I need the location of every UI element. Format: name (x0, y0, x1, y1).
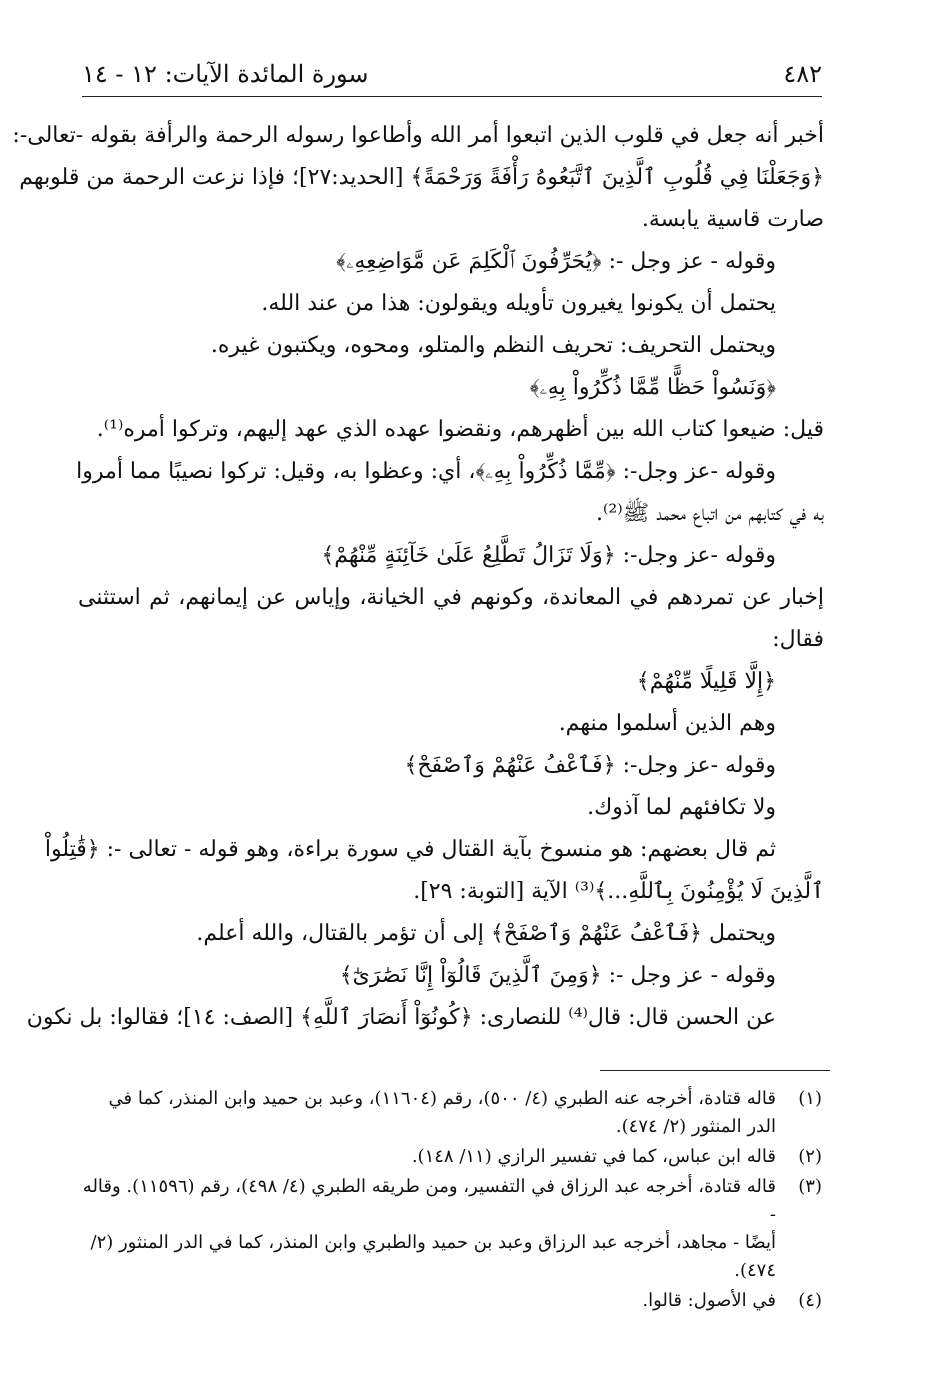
footnote-number: (١) (798, 1088, 822, 1109)
footnote-number: (٣) (798, 1176, 822, 1197)
text-line: ﴿وَجَعَلْنَا فِي قُلُوبِ ٱلَّذِينَ ٱتَّبَعُوهُ رَأْفَةً وَرَحْمَةً﴾ [الحديد:٢٧]؛ فإذا نزعت الرحمة من قلوبهم (19, 165, 824, 190)
footnote (82, 1085, 822, 1141)
text-line: ولا تكافئهم لما آذوك. (587, 795, 776, 820)
text-line: ﴿وَنَسُواْ حَظًّا مِّمَّا ذُكِّرُواْ بِهِۦ﴾ (529, 375, 776, 400)
footnotes (82, 1085, 822, 1317)
page-number: ٤٨٢ (783, 60, 822, 88)
page-header (82, 56, 822, 97)
text-line: به في كتابهم من اتباع محمد ﷺ⁽²⁾. (595, 501, 824, 526)
text-line: وقوله -عز وجل-: ﴿فَٱعْفُ عَنْهُمْ وَٱصْفَحْ﴾ (404, 753, 776, 778)
text-line: قيل: ضيعوا كتاب الله بين أظهرهم، ونقضوا عهده الذي عهد إليهم، وتركوا أمره⁽¹⁾. (96, 417, 824, 442)
text-line: أخبر أنه جعل في قلوب الذين اتبعوا أمر الله وأطاعوا رسوله الرحمة والرأفة بقوله -تعالى-: (12, 123, 824, 148)
text-line: يحتمل أن يكونوا يغيرون تأويله ويقولون: هذا من عند الله. (261, 291, 776, 316)
text-line: ويحتمل ﴿فَٱعْفُ عَنْهُمْ وَٱصْفَحْ﴾ إلى أن تؤمر بالقتال، والله أعلم. (196, 921, 776, 946)
text-line: وهم الذين أسلموا منهم. (558, 711, 776, 736)
footnote-line: قاله ابن عباس، كما في تفسير الرازي (١١/ ١٤٨). (411, 1146, 776, 1167)
footnote-number: (٤) (798, 1290, 822, 1311)
footnote-line: قاله قتادة، أخرجه عنه الطبري (٤/ ٥٠٠)، رقم (١١٦٠٤)، وعبد بن حميد وابن المنذر، كما في (108, 1088, 776, 1109)
text-line: صارت قاسية يابسة. (641, 207, 824, 232)
text-line: وقوله - عز وجل -: ﴿يُحَرِّفُونَ ٱلْكَلِمَ عَن مَّوَاضِعِهِۦ﴾ (336, 249, 776, 274)
text-line: فقال: (772, 627, 824, 652)
text-line: وقوله -عز وجل-: ﴿وَلَا تَزَالُ تَطَّلِعُ عَلَىٰ خَآئِنَةٍ مِّنْهُمْ﴾ (321, 543, 776, 568)
footnote-line: الدر المنثور (٢/ ٤٧٤). (615, 1116, 776, 1137)
footnote (82, 1143, 822, 1171)
text-line: ٱلَّذِينَ لَا يُؤْمِنُونَ بِٱللَّهِ...﴾⁽³⁾ الآية [التوبة: ٢٩]. (413, 879, 824, 904)
footnote (82, 1173, 822, 1285)
footnote-line: أيضًا - مجاهد، أخرجه عبد الرزاق وعبد بن حميد والطبري وابن المنذر، كما في الدر المنثور (٢/ (90, 1232, 776, 1253)
text-line: وقوله - عز وجل -: ﴿وَمِنَ ٱلَّذِينَ قَالُوٓاْ إِنَّا نَصَٰرَىٰٓ﴾ (339, 963, 776, 988)
footnote-number: (٢) (798, 1146, 822, 1167)
footnote-line: في الأصول: قالوا. (642, 1290, 776, 1311)
footnote-separator (600, 1070, 830, 1071)
text-line: وقوله -عز وجل-: ﴿مِّمَّا ذُكِّرُواْ بِهِۦ﴾، أي: وعظوا به، وقيل: تركوا نصيبًا مما أمروا (76, 459, 776, 484)
footnote (82, 1287, 822, 1315)
main-text (12, 116, 824, 1040)
text-line: ﴿إِلَّا قَلِيلًا مِّنْهُمْ﴾ (636, 669, 776, 694)
text-line: ويحتمل التحريف: تحريف النظم والمتلو، ومحوه، ويكتبون غيره. (210, 333, 776, 358)
text-line: عن الحسن قال: قال⁽⁴⁾ للنصارى: ﴿كُونُوٓاْ أَنصَارَ ٱللَّهِ﴾ [الصف: ١٤]؛ فقالوا: بل نكون (26, 1005, 776, 1030)
footnote-line: قاله قتادة، أخرجه عبد الرزاق في التفسير، ومن طريقه الطبري (٤/ ٤٩٨)، رقم (١١٥٩٦). وقاله - (82, 1176, 776, 1225)
running-title: سورة المائدة الآيات: ١٢ - ١٤ (82, 60, 369, 88)
footnote-line: ٤٧٤). (734, 1260, 776, 1281)
text-line: ثم قال بعضهم: هو منسوخ بآية القتال في سورة براءة، وهو قوله - تعالى -: ﴿قَٰتِلُواْ (44, 837, 776, 862)
text-line: إخبار عن تمردهم في المعاندة، وكونهم في الخيانة، وإياس عن إيمانهم، ثم استثنى (78, 585, 824, 610)
